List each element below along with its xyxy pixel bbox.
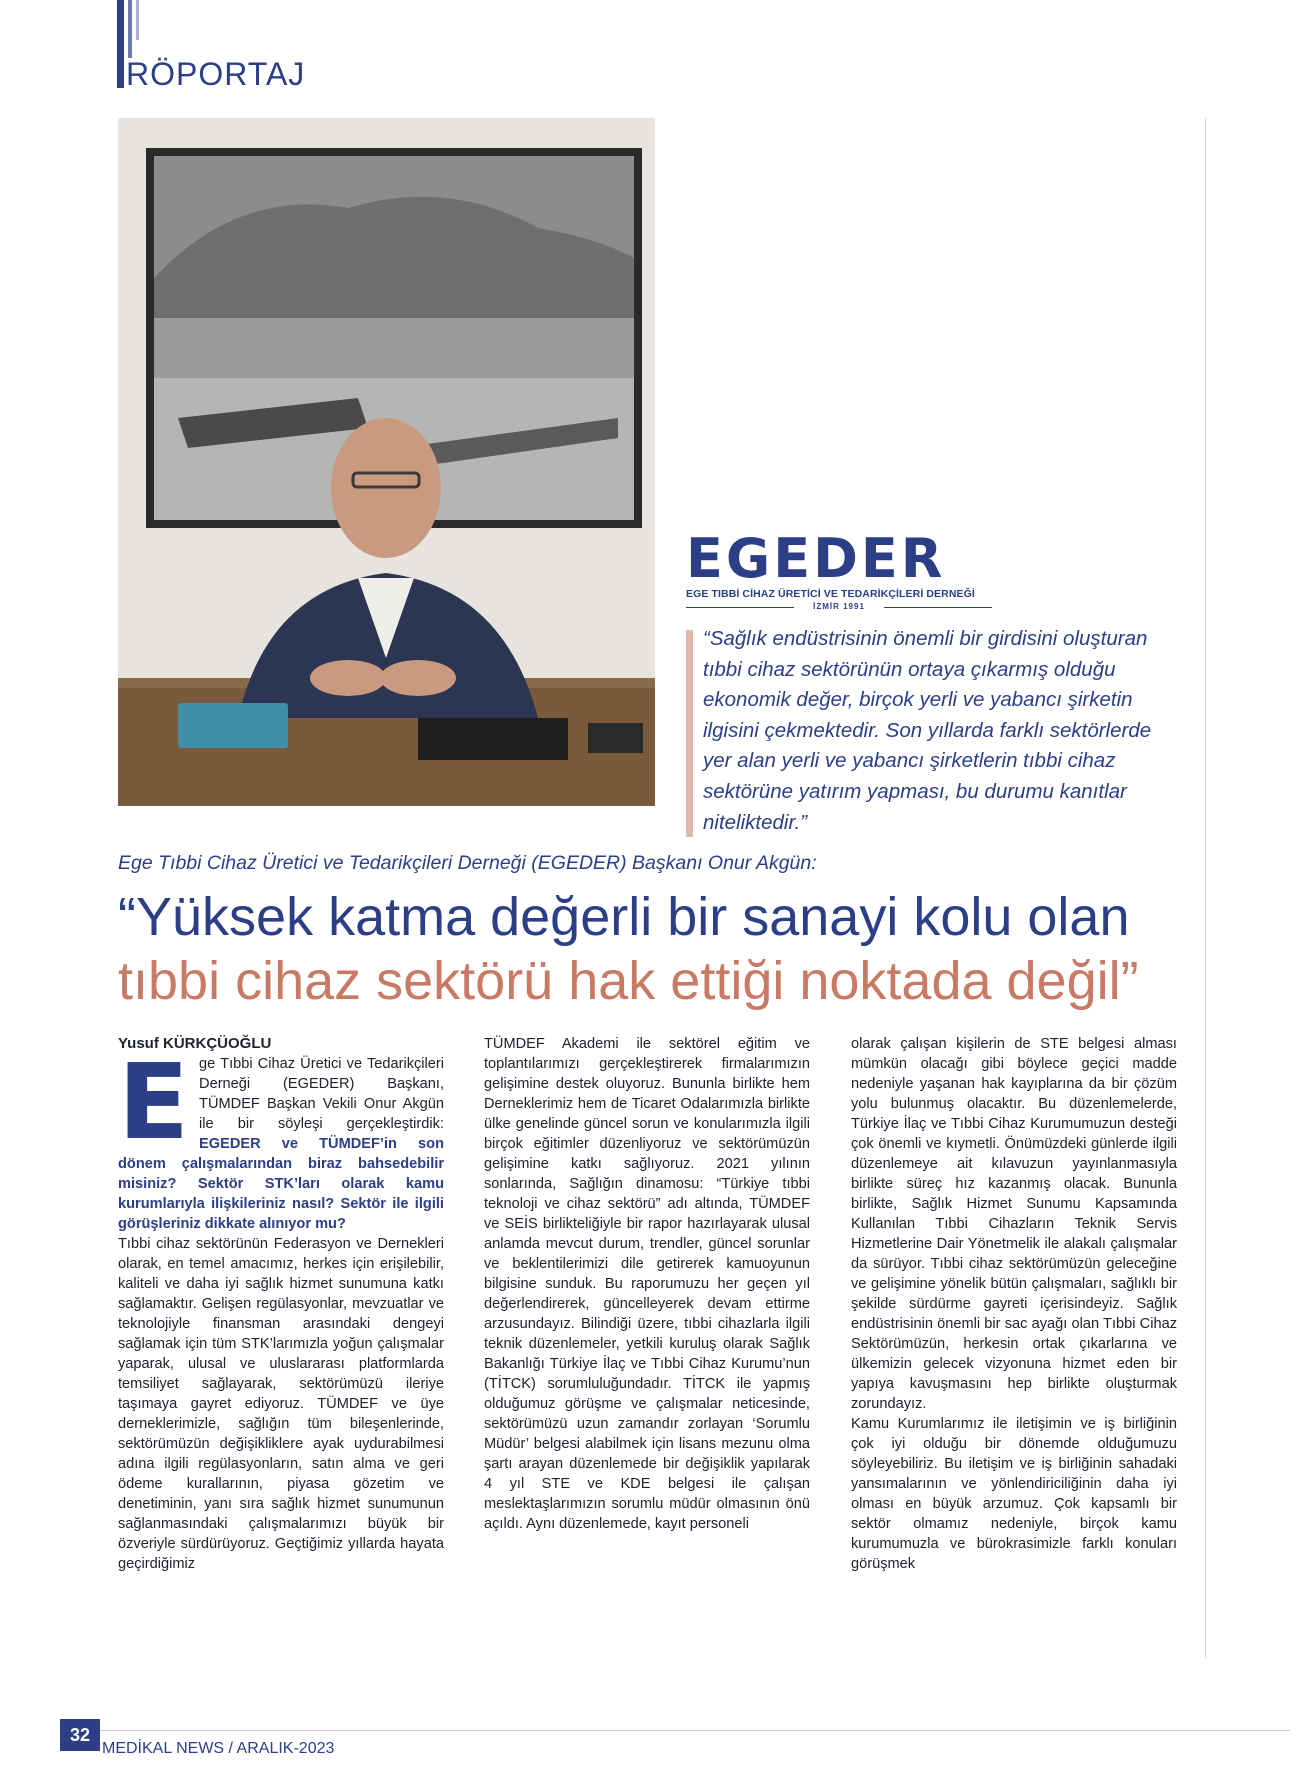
header-accent-bar-2 [128, 0, 132, 58]
header-accent-bar [117, 0, 124, 88]
logo-wordmark: EGEDER [686, 527, 946, 590]
column-1-text: Tıbbi cihaz sektörünün Federasyon ve Dernekleri olarak, en temel amacımız, herkes için erişilebilir, kaliteli ve daha iyi sağlık hizmet sunumuna katkı sağlamaktır. Gelişen regülasyonlar, mevzuatlar ve teknolojiyle finansman arasındaki dengeyi sağlamak için tüm STK’larımızla yoğun çalışmalar yaparak, ulusal ve uluslararası platformlarda temsiliyet sağlayarak, sektörümüzü ileriye taşımaya gayret ediyoruz. TÜMDEF ve üye derneklerimizle, sağlığın tüm bileşenlerinde, sektörümüzün değişikliklere ayak uydurabilmesi adına ilgili regülasyonların, satın alma ve geri ödeme kurallarının, piyasa gözetim ve denetiminin, yanı sıra sağlık hizmet sunumunun sağlanmasındaki çalışmalarımızı büyük bir özveriyle sürdürüyoruz. Geçtiğimiz yıllarda hayata geçirdiğimiz [118, 1236, 444, 1572]
page-number: 32 [60, 1719, 100, 1751]
pullquote: “Sağlık endüstrisinin önemli bir girdisini oluşturan tıbbi cihaz sektörünün ortaya çıkarmış olduğu ekonomik değer, birçok yerli ve yabancı şirketin ilgisini çekmektedir. Son yıllarda farklı sektörlerde yer alan yerli ve yabancı şirketlerin tıbbi cihaz sektörüne yatırım yapması, bu durumu kanıtlar niteliktedir.” [703, 627, 1152, 834]
pullquote-bar [686, 630, 693, 837]
footer-publication: MEDİKAL NEWS / ARALIK-2023 [102, 1740, 335, 1757]
dropcap: E [118, 1041, 190, 1163]
column-3-text-2: Kamu Kurumlarımız ile iletişimin ve iş birliğinin çok iyi olduğu bir dönemde olduğumuzu söyleyebiliriz. Bu iletişim ve iş birliğinin sahadaki yansımalarının ve yönlendiriciliğinin daha iyi olması en büyük arzumuz. Çok kapsamlı bir sektör olmamız nedeniyle, birçok kamu kurumumuzla ve bürokrasimizle farklı konuları görüşmek [851, 1416, 1177, 1572]
kicker: Ege Tıbbi Cihaz Üretici ve Tedarikçileri Derneği (EGEDER) Başkanı Onur Akgün: [118, 852, 817, 874]
portrait-photo [118, 118, 655, 806]
column-2-text: TÜMDEF Akademi ile sektörel eğitim ve toplantılarımızı gerçekleştirerek firmalarımızın gelişimine destek oluyoruz. Bununla birlikte hem Derneklerimiz hem de Ticaret Odalarımızla birlikte ülke genelinde güncel sorun ve konularımızla ilgili birçok eğitimler düzenliyoruz ve sektörümüzün gelişimine katkı sağlıyoruz. 2021 yılının sonlarında, Sağlığın dinamosu: “Türkiye tıbbi teknoloji ve cihaz sektörü” adı altında, TÜMDEF ve SEİS birlikteliğiyle bir rapor hazırlayarak ulusal anlamda mevcut durum, trendler, güncel sorunlar ve beklentilerimizi dile getirerek kamuoyunun bilgisine sunduk. Bu raporumuzu her geçen yıl değerlendirerek, güncelleyerek devam ettirme arzusundayız. Bilindiği üzere, tıbbi cihazlarla ilgili teknik düzenlemeler, yetkili kuruluş olarak Sağlık Bakanlığı Türkiye İlaç ve Tıbbi Cihaz Kurumu’nun (TİTCK) sorumluluğundadır. TİTCK ile yapmış olduğumuz görüşme ve çalışmalar neticesinde, sektörümüzü uzun zamandır zorlayan ‘Sorumlu Müdür’ belgesi alabilmek için lisans mezunu olma şartı arayan düzenlemede bir değişiklik yapılarak 4 yıl STE ve KDE belgesi ile çalışan meslektaşlarımızın sorumlu müdür olmasının önü açıldı. Aynı düzenlemede, kayıt personeli [484, 1036, 810, 1532]
logo-city: İZMİR 1991 [686, 602, 992, 611]
article-column-3 [851, 1034, 1177, 1574]
article-column-2 [484, 1034, 810, 1534]
headline-line-2: tıbbi cihaz sektörü hak ettiği noktada değil” [118, 951, 1139, 1011]
footer-rule [100, 1730, 1290, 1731]
header-accent-bar-3 [136, 0, 139, 40]
egeder-logo [682, 527, 994, 612]
article-column-1 [118, 1034, 444, 1574]
right-margin-rule [1205, 118, 1206, 1658]
intro-text: ge Tıbbi Cihaz Üretici ve Tedarikçileri Derneği (EGEDER) Başkanı, TÜMDEF Başkan Vekili Onur Akgün ile bir söyleşi gerçekleştirdik: [199, 1056, 444, 1132]
portrait-illustration [118, 118, 655, 806]
author-byline: Yusuf KÜRKÇÜOĞLU [118, 1035, 272, 1052]
section-title: RÖPORTAJ [126, 56, 306, 92]
logo-subtitle: EGE TIBBİ CİHAZ ÜRETİCİ VE TEDARİKÇİLERİ DERNEĞİ [686, 588, 975, 600]
column-3-text: olarak çalışan kişilerin de STE belgesi alması mümkün olacağı gibi böylece geçici madde nedeniyle yaşanan hak kayıplarına da bir çözüm yolu bulunmuş olacaktır. Bu düzenlemelerde, Türkiye İlaç ve Tıbbi Cihaz Kurumumuzun desteği çok önemli ve kıymetli. Önümüzdeki günlerde ilgili düzenlemeye ait kılavuzun yayınlanmasıyla birlikte süreç hız kazanmış olacak. Bununla birlikte, Sağlık Hizmet Sunumu Kapsamında Kullanılan Tıbbi Cihazların Teknik Servis Hizmetlerine Dair Yönetmelik ile alakalı çalışmalar da sürüyor. Tıbbi cihaz sektörümüzün geleceğine ve gelişimine yönelik bütün çalışmaları, sağlıklı bir şekilde sürdürme gayreti içerisindeyiz. Sağlık endüstrisinin önemli bir sac ayağı olan Tıbbi Cihaz Sektörümüzün, herkesin ortak çıkarlarına ve ülkemizin gelecek vizyonuna hizmet eden bir yapıya kavuşmasını hep birlikte oluşturmak zorundayız. [851, 1036, 1177, 1412]
interview-question: EGEDER ve TÜMDEF’in son dönem çalışmalarından biraz bahsedebilir misiniz? Sektör STK’ları olarak kamu kurumlarıyla ilişkileriniz nasıl? Sektör ile ilgili görüşleriniz dikkate alınıyor mu? [118, 1136, 444, 1232]
headline-line-1: “Yüksek katma değerli bir sanayi kolu olan [118, 887, 1130, 947]
